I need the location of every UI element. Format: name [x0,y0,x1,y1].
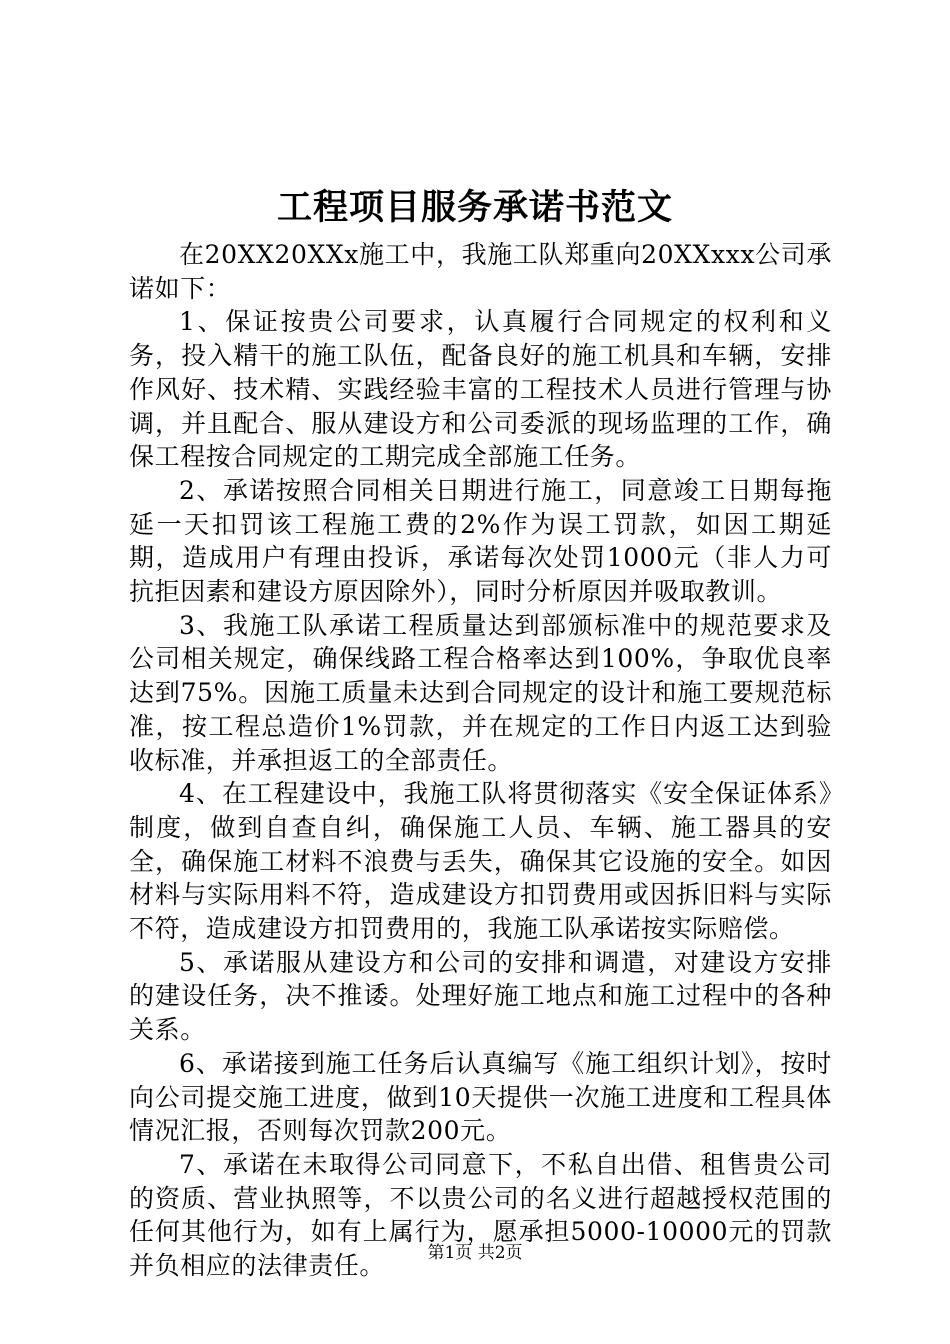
document-body [129,238,832,1283]
page-footer: 第1页 共2页 [427,1243,523,1263]
paragraph-item-4: 4、在工程建设中，我施工队将贯彻落实《安全保证体系》制度，做到自查自纠，确保施工人员、车辆、施工器具的安全，确保施工材料不浪费与丢失，确保其它设施的安全。如因材料与实际用料不符，造成建设方扣罚费用或因拆旧料与实际不符，造成建设方扣罚费用的，我施工队承诺按实际赔偿。 [129,779,832,944]
document-title: 工程项目服务承诺书范文 [276,187,673,228]
paragraph-item-1: 1、保证按贵公司要求，认真履行合同规定的权利和义务，投入精干的施工队伍，配备良好的施工机具和车辆，安排作风好、技术精、实践经验丰富的工程技术人员进行管理与协调，并且配合、服从建设方和公司委派的现场监理的工作，确保工程按合同规定的工期完成全部施工任务。 [129,307,832,472]
paragraph-item-6: 6、承诺接到施工任务后认真编写《施工组织计划》，按时向公司提交施工进度，做到10天提供一次施工进度和工程具体情况汇报，否则每次罚款200元。 [129,1048,832,1146]
paragraph-item-5: 5、承诺服从建设方和公司的安排和调遣，对建设方安排的建设任务，决不推诿。处理好施工地点和施工过程中的各种关系。 [129,947,832,1045]
paragraph-item-3: 3、我施工队承诺工程质量达到部颁标准中的规范要求及公司相关规定，确保线路工程合格率达到100%，争取优良率达到75%。因施工质量未达到合同规定的设计和施工要规范标准，按工程总造价1%罚款，并在规定的工作日内返工达到验收标准，并承担返工的全部责任。 [129,610,832,775]
paragraph-item-7: 7、承诺在未取得公司同意下，不私自出借、租售贵公司的资质、营业执照等，不以贵公司的名义进行超越授权范围的任何其他行为，如有上属行为，愿承担5000-10000元的罚款并负相应的法律责任。 [129,1149,832,1281]
paragraph-intro: 在20XX20XXx施工中，我施工队郑重向20XXxxx公司承诺如下： [129,240,832,303]
paragraph-item-2: 2、承诺按照合同相关日期进行施工，同意竣工日期每拖延一天扣罚该工程施工费的2%作为误工罚款，如因工期延期，造成用户有理由投诉，承诺每次处罚1000元（非人力可抗拒因素和建设方原因除外），同时分析原因并吸取教训。 [129,475,832,607]
